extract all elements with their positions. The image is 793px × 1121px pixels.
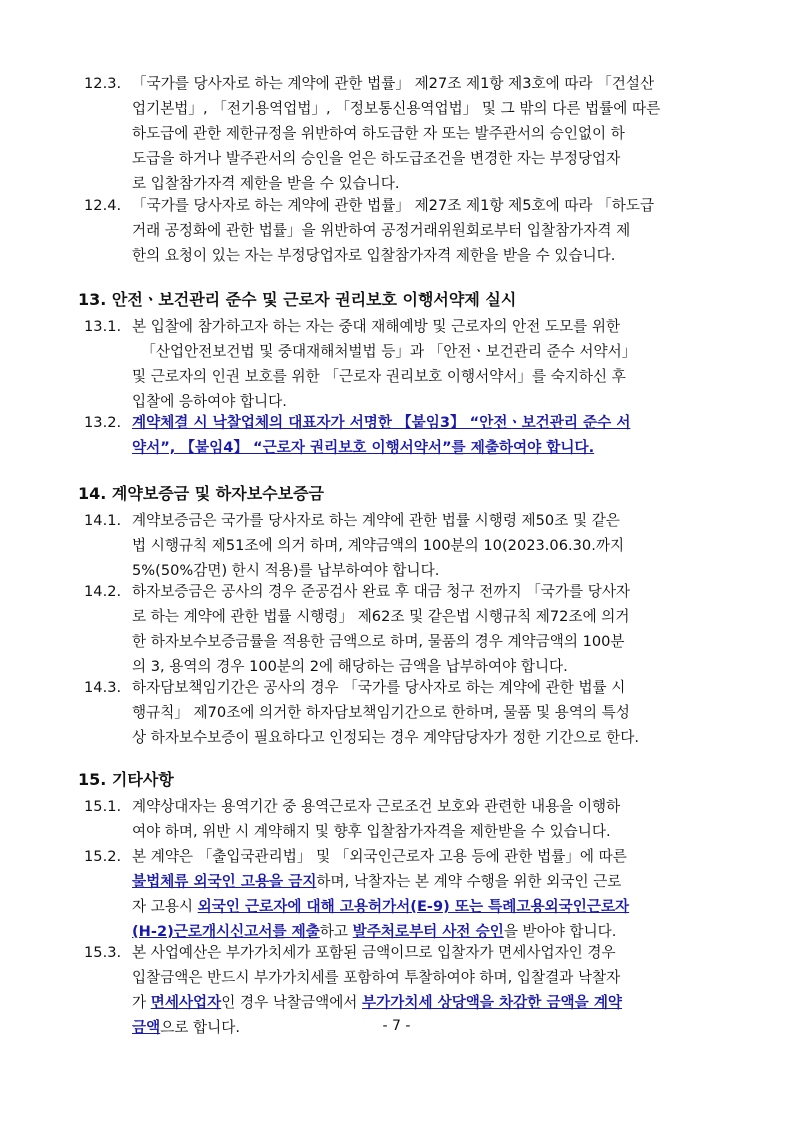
item-14-1 [84,508,724,583]
item-body [132,410,724,460]
item-body [132,314,724,414]
item-number: 14.2. [84,583,122,600]
text-line: 본 계약은 「출입국관리법」 및 「외국인근로자 고용 등에 관한 법률」에 따른 [132,848,627,865]
item-body [132,579,724,679]
text-segment: 으로 합니다. [160,1019,240,1036]
item-13-2 [84,410,724,460]
text-line: 행규칙」 제70조에 의거한 하자담보책임기간으로 한하며, 물품 및 용역의 특성 [132,704,630,721]
section-15-heading: 15. 기타사항 [78,770,174,789]
text-line: 한 하자보수보증금률을 적용한 금액으로 하며, 물품의 경우 계약금액의 100분 [132,633,625,650]
item-number: 13.2. [84,414,122,431]
section-13-heading: 13. 안전ㆍ보건관리 준수 및 근로자 권리보호 이행서약제 실시 [78,290,517,309]
text-segment: 자 고용시 [132,898,198,915]
text-line [132,894,724,919]
text-line: 입찰에 응하여야 합니다. [132,393,287,410]
text-line: 계약보증금은 국가를 당사자로 하는 계약에 관한 법률 시행령 제50조 및 같은 [132,512,620,529]
text-segment: 을 받아야 합니다. [503,923,617,940]
item-15-2 [84,844,724,944]
text-line: 및 근로자의 인권 보호를 위한 「근로자 권리보호 이행서약서」를 숙지하신 후 [132,368,626,385]
highlight-text: 발주처로부터 사전 승인 [352,923,504,940]
item-number: 12.3. [84,75,122,92]
item-body [132,675,724,750]
text-line: 업기본법」, 「전기용역업법」, 「정보통신용역업법」 및 그 밖의 다른 법률에 따른 [132,100,661,117]
highlight-text: 약서”, 【붙임4】 “근로자 권리보호 이행서약서”를 제출하여야 합니다. [132,439,595,456]
item-12-3 [84,71,724,196]
text-line: 본 입찰에 참가하고자 하는 자는 중대 재해예방 및 근로자의 안전 도모를 위한 [132,318,621,335]
text-line: 본 사업예산은 부가가치세가 포함된 금액이므로 입찰자가 면세사업자인 경우 [132,944,616,961]
text-line: 상 하자보수보증이 필요하다고 인정되는 경우 계약담당자가 정한 기간으로 한다. [132,729,639,746]
text-line: 「산업안전보건법 및 중대재해처벌법 등」과 「안전ㆍ보건관리 준수 서약서」 [132,343,637,360]
item-12-4 [84,193,724,268]
item-body [132,794,724,844]
text-line: 의 3, 용역의 경우 100분의 2에 해당하는 금액을 납부하여야 합니다. [132,658,568,675]
item-body [132,193,724,268]
highlight-text: 불법체류 외국인 고용을 금지 [132,873,317,890]
text-segment: 가 [132,994,151,1011]
section-14-heading: 14. 계약보증금 및 하자보수보증금 [78,484,324,503]
text-line: 「국가를 당사자로 하는 계약에 관한 법률」 제27조 제1항 제5호에 따라 「하도급 [132,197,655,214]
text-line: 한의 요청이 있는 자는 부정당업자로 입찰참가자격 제한을 받을 수 있습니다. [132,247,616,264]
item-15-1 [84,794,724,844]
text-segment: 하고 [319,923,353,940]
page-number: - 7 - [382,1018,411,1034]
text-line: 하도급에 관한 제한규정을 위반하여 하도급한 자 또는 발주관서의 승인없이 하 [132,125,625,142]
text-line: 하자보증금은 공사의 경우 준공검사 완료 후 대금 청구 전까지 「국가를 당사자 [132,583,631,600]
text-segment: 하며, 낙찰자는 본 계약 수행을 위한 외국인 근로 [316,873,622,890]
text-line: 입찰금액은 반드시 부가가치세를 포함하여 투찰하여야 하며, 입찰결과 낙찰자 [132,969,621,986]
text-line: 도급을 하거나 발주관서의 승인을 얻은 하도급조건을 변경한 자는 부정당업자 [132,150,621,167]
item-number: 15.2. [84,848,122,865]
item-13-1 [84,314,724,414]
text-line: 여야 하며, 위반 시 계약해지 및 향후 입찰참가자격을 제한받을 수 있습니다. [132,823,611,840]
highlight-text: 계약체결 시 낙찰업체의 대표자가 서명한 【붙임3】 “안전ㆍ보건관리 준수 서 [132,414,631,431]
highlight-text: (H-2)근로개시신고서를 제출 [132,923,320,940]
text-line: 5%(50%감면) 한시 적용)를 납부하여야 합니다. [132,562,440,579]
item-14-3 [84,675,724,750]
text-segment: 인 경우 낙찰금액에서 [221,994,363,1011]
highlight-text: 외국인 근로자에 대해 고용허가서(E-9) 또는 특례고용외국인근로자 [197,898,630,915]
highlight-text: 부가가치세 상당액을 차감한 금액을 계약 [362,994,623,1011]
text-line: 「국가를 당사자로 하는 계약에 관한 법률」 제27조 제1항 제3호에 따라 「건설산 [132,75,655,92]
highlight-text: 면세사업자 [150,994,222,1011]
highlight-text: 금액 [132,1019,161,1036]
text-line: 하자담보책임기간은 공사의 경우 「국가를 당사자로 하는 계약에 관한 법률 시 [132,679,626,696]
item-body [132,844,724,944]
item-number: 14.3. [84,679,122,696]
text-line: 거래 공정화에 관한 법률」을 위반하여 공정거래위원회로부터 입찰참가자격 제 [132,222,631,239]
item-number: 15.1. [84,798,122,815]
text-line: 법 시행규칙 제51조에 의거 하며, 계약금액의 100분의 10(2023.06.30.까지 [132,537,625,554]
text-line [132,990,724,1015]
item-body [132,71,724,196]
text-line [132,869,724,894]
item-14-2 [84,579,724,679]
text-line: 로 하는 계약에 관한 법률 시행령」 제62조 및 같은법 시행규칙 제72조에 의거 [132,608,630,625]
item-number: 13.1. [84,318,122,335]
text-line: 로 입찰참가자격 제한을 받을 수 있습니다. [132,175,400,192]
item-number: 12.4. [84,197,122,214]
item-number: 14.1. [84,512,122,529]
item-body [132,508,724,583]
item-number: 15.3. [84,944,122,961]
text-line: 계약상대자는 용역기간 중 용역근로자 근로조건 보호와 관련한 내용을 이행하 [132,798,621,815]
